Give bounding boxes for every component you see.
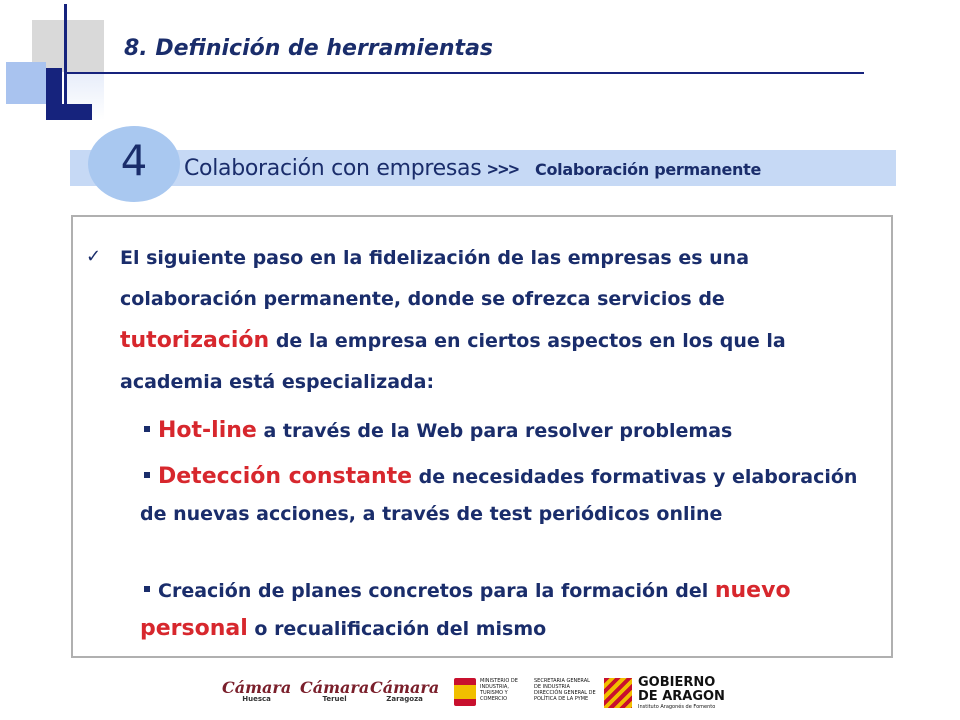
corner-decoration: [0, 0, 120, 125]
logo-place: Huesca: [242, 695, 271, 703]
bullet-item: [140, 572, 880, 648]
camara-huesca-logo: [222, 678, 291, 703]
logo-place: Teruel: [322, 695, 347, 703]
bullet-item: [140, 458, 880, 533]
intro-text-post: de la empresa en ciertos aspectos en los que la academia está especializada:: [120, 330, 786, 393]
bullet-highlight: Hot-line: [158, 418, 257, 443]
bullet-square-icon: [144, 426, 150, 432]
section-heading: [184, 156, 761, 181]
aragon-subtitle: Instituto Aragonés de Fomento: [638, 704, 716, 710]
section-title: Colaboración con empresas: [184, 156, 482, 181]
deco-line-vertical: [64, 4, 67, 110]
logo-place: Zaragoza: [386, 695, 423, 703]
bullet-text: o recualificación del mismo: [247, 618, 547, 640]
logo-name: Cámara: [222, 678, 292, 697]
camara-zaragoza-logo: [370, 678, 439, 703]
aragon-title: GOBIERNO DE ARAGON: [638, 675, 725, 704]
ministry-logo: [454, 676, 594, 710]
intro-highlight: tutorización: [120, 328, 270, 353]
bullet-highlight: nuevo personal: [140, 578, 791, 641]
gobierno-aragon-logo: [604, 676, 744, 712]
logo-name: Cámara: [370, 678, 440, 697]
secretaria-text: SECRETARIA GENERAL DE INDUSTRIA DIRECCIÓN GENERAL DE POLÍTICA DE LA PYME: [534, 678, 596, 702]
intro-text-pre: El siguiente paso en la fidelización de las empresas es una colaboración permanente, donde se ofrezca servicios de: [120, 247, 750, 310]
logo-name: Cámara: [300, 678, 370, 697]
bullet-text: a través de la Web para resolver problemas: [256, 420, 733, 442]
bullet-highlight: Detección constante: [158, 464, 413, 489]
deco-navy-bar-horizontal: [46, 104, 92, 120]
page-title: 8. Definición de herramientas: [124, 36, 494, 61]
ministry-text: MINISTERIO DE INDUSTRIA, TURISMO Y COMERCIO: [480, 678, 518, 702]
bullet-text: de necesidades formativas y elaboración de nuevas acciones, a través de test periódicos online: [140, 466, 858, 525]
aragon-flag-icon: [604, 678, 632, 708]
spain-shield-icon: [454, 678, 476, 706]
bullet-square-icon: [144, 586, 150, 592]
intro-paragraph: [120, 238, 860, 403]
section-subtitle: Colaboración permanente: [535, 160, 761, 179]
bullet-item: [144, 418, 732, 443]
header-rule: [64, 72, 864, 74]
deco-blue-square: [6, 62, 46, 104]
section-arrows: >>>: [487, 159, 520, 180]
camara-teruel-logo: [300, 678, 369, 703]
bullet-text-pre: Creación de planes concretos para la formación del: [158, 580, 715, 602]
checkmark-icon: ✓: [86, 246, 102, 267]
bullet-square-icon: [144, 472, 150, 478]
section-number: 4: [120, 136, 148, 185]
